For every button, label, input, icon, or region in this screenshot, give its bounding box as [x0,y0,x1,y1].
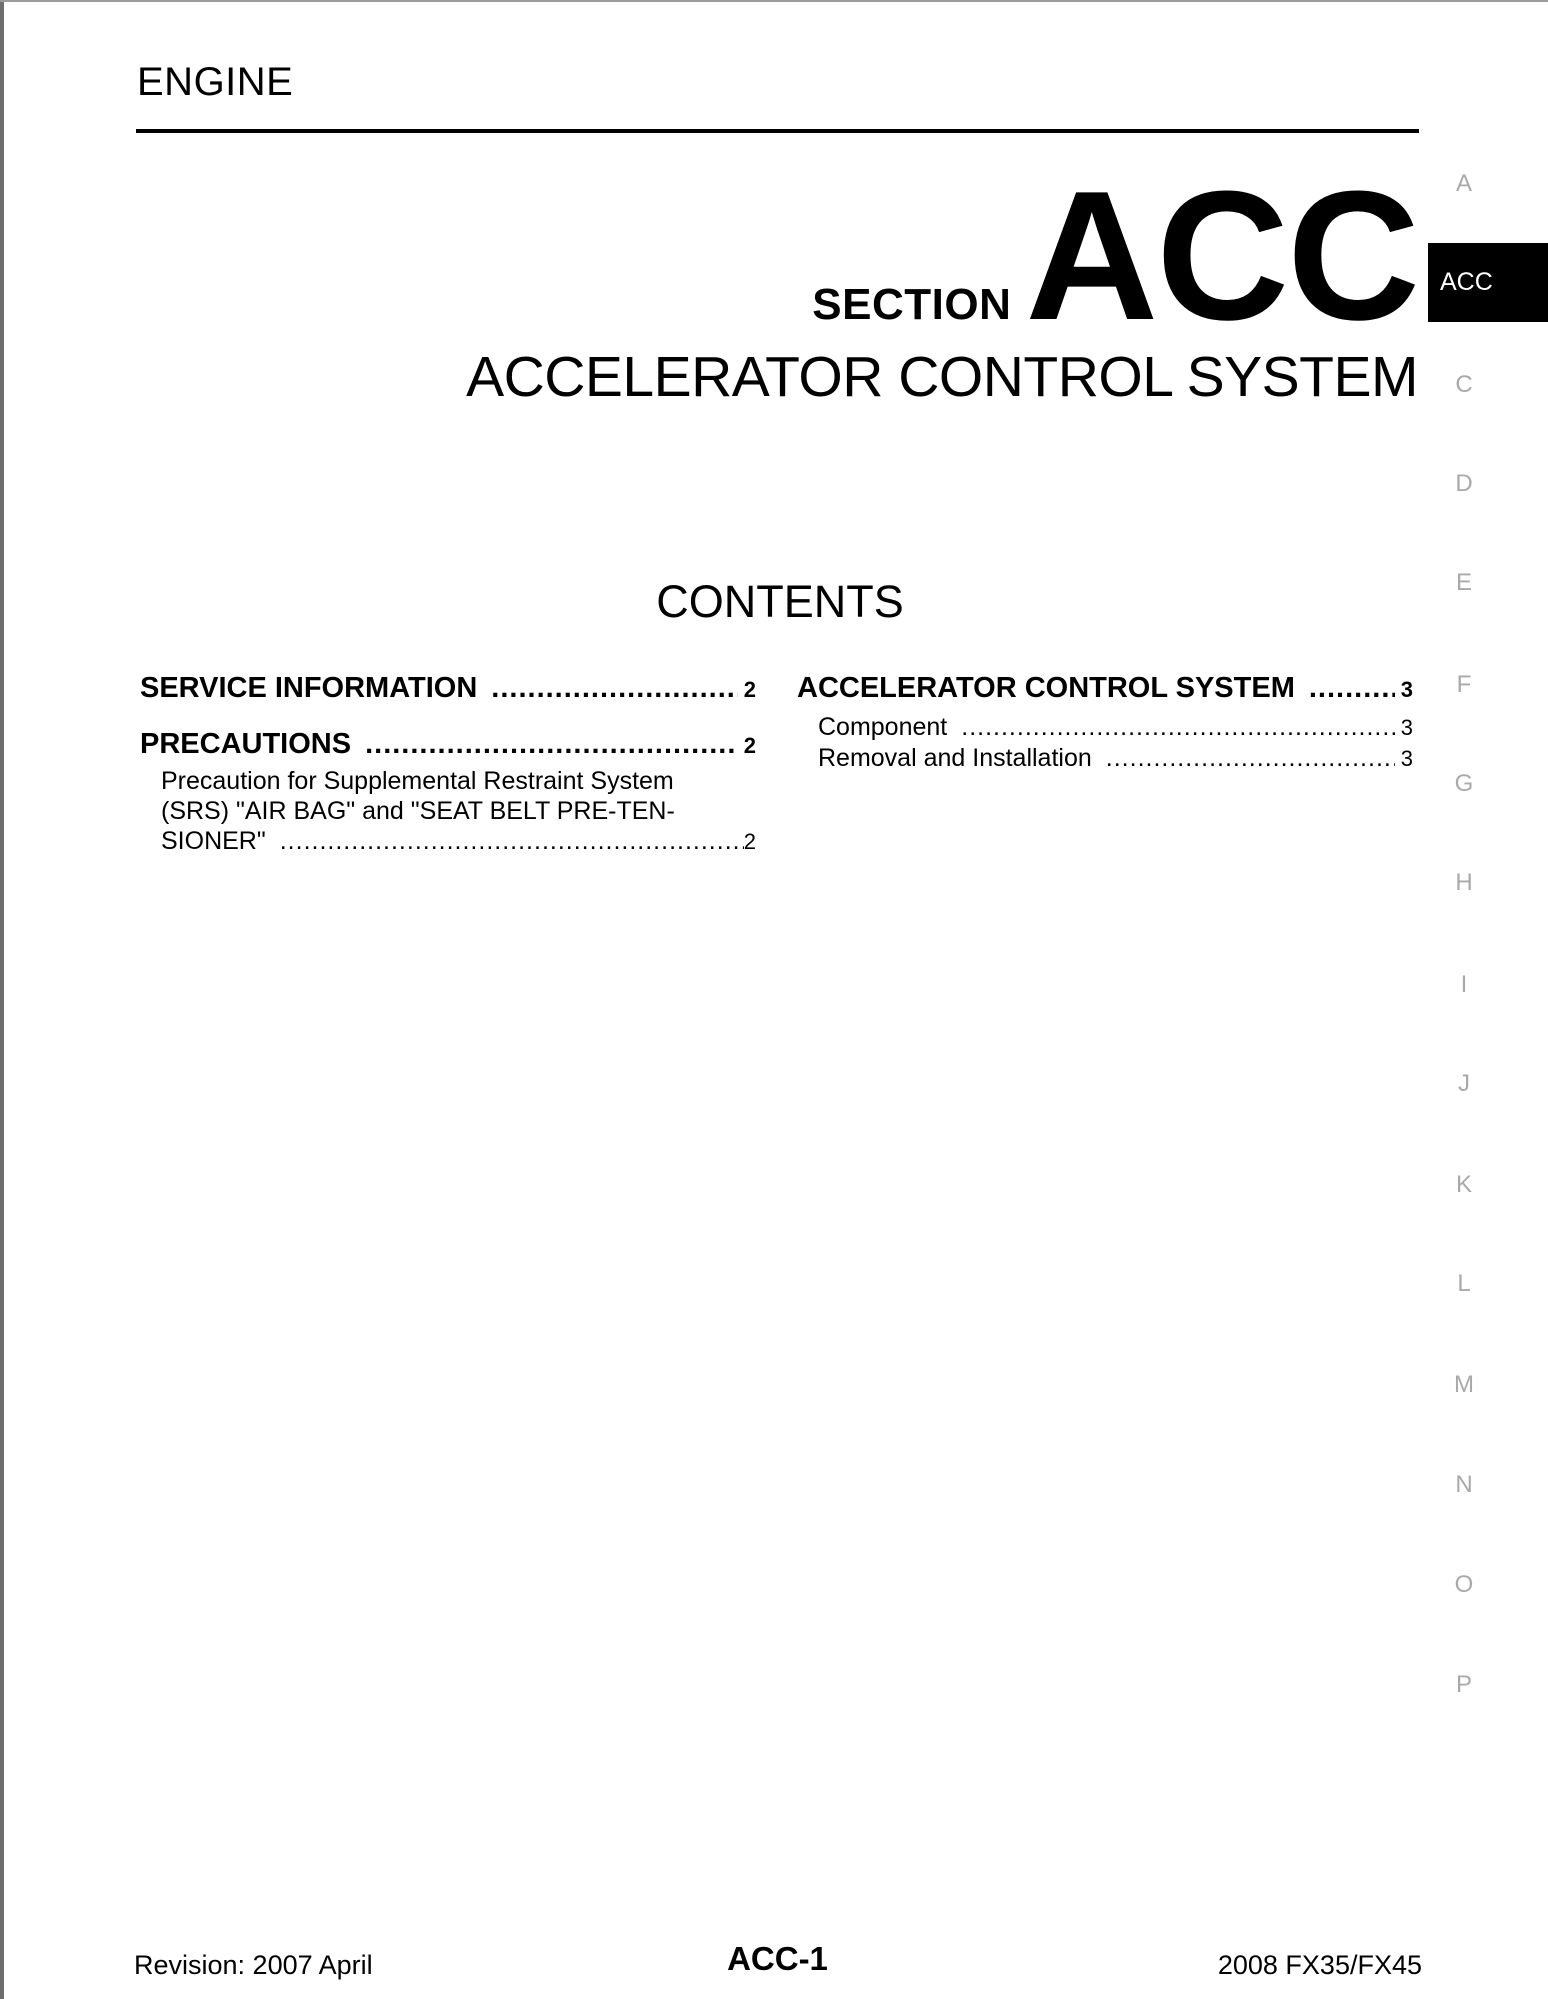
footer-model: 2008 FX35/FX45 [1217,1950,1422,1980]
toc-entry-component[interactable] [797,712,1413,743]
toc-entry-service-information[interactable] [140,670,756,708]
index-tab-o[interactable]: O [1454,1571,1474,1598]
toc-page: 2 [743,829,756,854]
toc-label-line: Precaution for Supplemental Restraint System [161,767,674,795]
toc-entry-srs-precaution[interactable] [140,766,756,857]
toc-entry-precautions[interactable] [140,726,756,764]
toc-right-column [797,670,1413,774]
toc-entry-removal-and-installation[interactable] [797,743,1413,774]
footer-page-id: ACC-1 [727,1940,828,1977]
toc-page: 2 [743,677,756,702]
index-tab-c[interactable]: C [1455,371,1473,398]
category-heading: ENGINE [137,60,294,104]
toc-leader [280,826,744,856]
section-heading [812,152,1418,358]
index-tab-acc-active[interactable]: ACC [1428,243,1548,322]
section-word: SECTION [812,280,1012,329]
toc-label: ACCELERATOR CONTROL SYSTEM [797,672,1295,704]
index-tab-d[interactable]: D [1455,470,1473,497]
toc-label: Removal and Installation [818,744,1092,772]
section-code: ACC [1025,152,1418,358]
index-tab-l[interactable]: L [1457,1270,1471,1297]
index-tab-g[interactable]: G [1454,770,1474,797]
index-tab-n[interactable]: N [1455,1471,1473,1498]
toc-leader [1309,670,1395,706]
header-rule [136,129,1419,133]
toc-label-line: SIONER" [161,827,266,855]
page-left-border [0,0,4,1999]
toc-label: PRECAUTIONS [140,728,352,760]
toc-entry-accelerator-control-system[interactable] [797,670,1413,708]
index-tab-m[interactable]: M [1454,1371,1474,1398]
index-tab-j[interactable]: J [1458,1070,1470,1097]
toc-label: Component [818,713,948,741]
page-top-border [0,0,1548,2]
index-tab-i[interactable]: I [1460,971,1468,998]
system-title: ACCELERATOR CONTROL SYSTEM [466,345,1418,409]
toc-label-last-line [161,826,756,857]
index-tab-a[interactable]: A [1455,170,1472,197]
index-tab-k[interactable]: K [1455,1171,1472,1198]
contents-title: CONTENTS [656,576,904,627]
index-tab-f[interactable]: F [1456,671,1472,698]
toc-label-line: (SRS) "AIR BAG" and "SEAT BELT PRE-TEN- [161,797,675,825]
toc-label: SERVICE INFORMATION [140,672,478,704]
toc-left-column [140,670,756,857]
toc-leader [961,712,1395,742]
toc-page: 2 [743,733,756,758]
footer-revision: Revision: 2007 April [134,1950,373,1980]
toc-page: 3 [1400,677,1413,702]
index-tab-h[interactable]: H [1455,869,1473,896]
toc-leader [1106,743,1395,773]
toc-leader [491,670,737,706]
index-tab-e[interactable]: E [1455,569,1472,596]
toc-page: 3 [1400,715,1413,740]
toc-leader [365,726,738,762]
index-tab-p[interactable]: P [1455,1671,1472,1698]
toc-page: 3 [1400,746,1413,771]
